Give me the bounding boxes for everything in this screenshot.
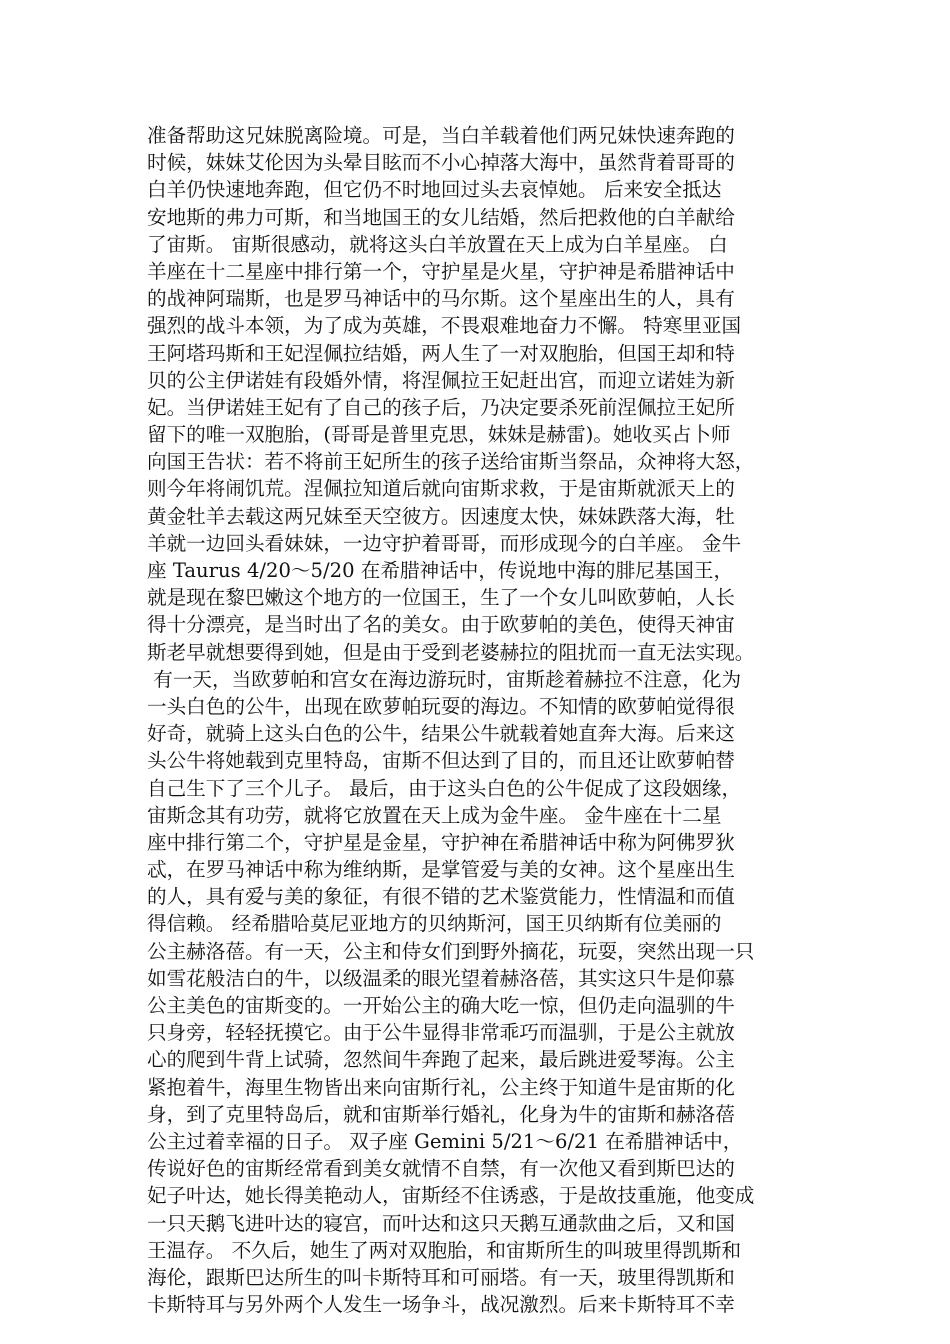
text-line: 得信赖。 经希腊哈莫尼亚地方的贝纳斯河，国王贝纳斯有位美丽的 bbox=[147, 912, 722, 936]
text-line: 一头白色的公牛，出现在欧萝帕玩耍的海边。不知情的欧萝帕觉得很 bbox=[147, 694, 735, 718]
text-line: 王阿塔玛斯和王妃涅佩拉结婚，两人生了一对双胞胎，但国王却和特 bbox=[147, 341, 735, 365]
text-line: 好奇，就骑上这头白色的公牛，结果公牛就载着她直奔大海。后来这 bbox=[147, 722, 735, 746]
text-line: 王温存。 不久后，她生了两对双胞胎，和宙斯所生的叫玻里得凯斯和 bbox=[147, 1238, 742, 1262]
text-line: 有一天，当欧萝帕和宫女在海边游玩时，宙斯趁着赫拉不注意，化为 bbox=[147, 667, 742, 691]
text-line: 时候，妹妹艾伦因为头晕目眩而不小心掉落大海中，虽然背着哥哥的 bbox=[147, 151, 735, 175]
text-line: 公主过着幸福的日子。 双子座 Gemini 5/21～6/21 在希腊神话中， bbox=[147, 1129, 743, 1153]
body-text bbox=[147, 122, 807, 1318]
text-line: 宙斯念其有功劳，就将它放置在天上成为金牛座。 金牛座在十二星 bbox=[147, 803, 722, 827]
text-line: 羊座在十二星座中排行第一个，守护星是火星，守护神是希腊神话中 bbox=[147, 259, 735, 283]
text-line: 向国王告状：若不将前王妃所生的孩子送给宙斯当祭品，众神将大怒， bbox=[147, 450, 755, 474]
text-line: 贝的公主伊诺娃有段婚外情，将涅佩拉王妃赶出宫，而迎立诺娃为新 bbox=[147, 368, 735, 392]
text-line: 卡斯特耳与另外两个人发生一场争斗，战况激烈。后来卡斯特耳不幸 bbox=[147, 1293, 735, 1317]
text-line: 强烈的战斗本领，为了成为英雄，不畏艰难地奋力不懈。 特寒里亚国 bbox=[147, 314, 742, 338]
text-line: 了宙斯。 宙斯很感动，就将这头白羊放置在天上成为白羊星座。 白 bbox=[147, 232, 728, 256]
text-line: 紧抱着牛，海里生物皆出来向宙斯行礼，公主终于知道牛是宙斯的化 bbox=[147, 1075, 735, 1099]
text-line: 妃子叶达，她长得美艳动人，宙斯经不住诱惑，于是故技重施，他变成 bbox=[147, 1184, 755, 1208]
text-line: 如雪花般洁白的牛，以级温柔的眼光望着赫洛蓓，其实这只牛是仰慕 bbox=[147, 966, 735, 990]
text-line: 留下的唯一双胞胎，(哥哥是普里克思，妹妹是赫雷)。她收买占卜师 bbox=[147, 423, 731, 447]
text-line: 座 Taurus 4/20～5/20 在希腊神话中，传说地中海的腓尼基国王， bbox=[147, 559, 734, 582]
text-line: 只身旁，轻轻抚摸它。由于公牛显得非常乖巧而温驯，于是公主就放 bbox=[147, 1021, 735, 1045]
text-line: 头公牛将她载到克里特岛，宙斯不但达到了目的，而且还让欧萝帕替 bbox=[147, 749, 735, 773]
text-line: 座中排行第二个，守护星是金星，守护神在希腊神话中称为阿佛罗狄 bbox=[147, 830, 735, 854]
text-line: 身，到了克里特岛后，就和宙斯举行婚礼，化身为牛的宙斯和赫洛蓓 bbox=[147, 1102, 735, 1126]
text-line: 公主美色的宙斯变的。一开始公主的确大吃一惊，但仍走向温驯的牛 bbox=[147, 994, 735, 1017]
text-line: 得十分漂亮，是当时出了名的美女。由于欧萝帕的美色，使得天神宙 bbox=[147, 613, 735, 637]
text-line: 羊就一边回头看妹妹，一边守护着哥哥，而形成现今的白羊座。 金牛 bbox=[147, 531, 742, 555]
text-line: 妃。当伊诺娃王妃有了自己的孩子后，乃决定要杀死前涅佩拉王妃所 bbox=[147, 395, 735, 419]
text-line: 的战神阿瑞斯，也是罗马神话中的马尔斯。这个星座出生的人，具有 bbox=[147, 287, 735, 311]
text-line: 公主赫洛蓓。有一天，公主和侍女们到野外摘花，玩耍，突然出现一只 bbox=[147, 939, 755, 963]
text-line: 忒，在罗马神话中称为维纳斯，是掌管爱与美的女神。这个星座出生 bbox=[147, 858, 735, 882]
text-line: 心的爬到牛背上试骑，忽然间牛奔跑了起来，最后跳进爱琴海。公主 bbox=[147, 1048, 735, 1072]
text-line: 传说好色的宙斯经常看到美女就情不自禁，有一次他又看到斯巴达的 bbox=[147, 1157, 735, 1181]
text-line: 准备帮助这兄妹脱离险境。可是，当白羊载着他们两兄妹快速奔跑的 bbox=[147, 124, 735, 147]
text-line: 则今年将闹饥荒。涅佩拉知道后就向宙斯求救，于是宙斯就派天上的 bbox=[147, 477, 735, 501]
text-line: 自己生下了三个儿子。 最后，由于这头白色的公牛促成了这段姻缘， bbox=[147, 776, 742, 800]
text-line: 海伦，跟斯巴达所生的叫卡斯特耳和可丽塔。有一天，玻里得凯斯和 bbox=[147, 1265, 735, 1289]
text-line: 白羊仍快速地奔跑，但它仍不时地回过头去哀悼她。 后来安全抵达 bbox=[147, 178, 722, 202]
text-line: 就是现在黎巴嫩这个地方的一位国王，生了一个女儿叫欧萝帕，人长 bbox=[147, 586, 735, 610]
text-line: 黄金牡羊去载这两兄妹至天空彼方。因速度太快，妹妹跌落大海，牡 bbox=[147, 504, 735, 528]
text-line: 斯老早就想要得到她，但是由于受到老婆赫拉的阻扰而一直无法实现。 bbox=[147, 640, 755, 664]
text-line: 安地斯的弗力可斯，和当地国王的女儿结婚，然后把救他的白羊献给 bbox=[147, 205, 735, 229]
text-line: 的人，具有爱与美的象征，有很不错的艺术鉴赏能力，性情温和而值 bbox=[147, 885, 735, 909]
text-line: 一只天鹅飞进叶达的寝宫，而叶达和这只天鹅互通款曲之后，又和国 bbox=[147, 1211, 735, 1235]
